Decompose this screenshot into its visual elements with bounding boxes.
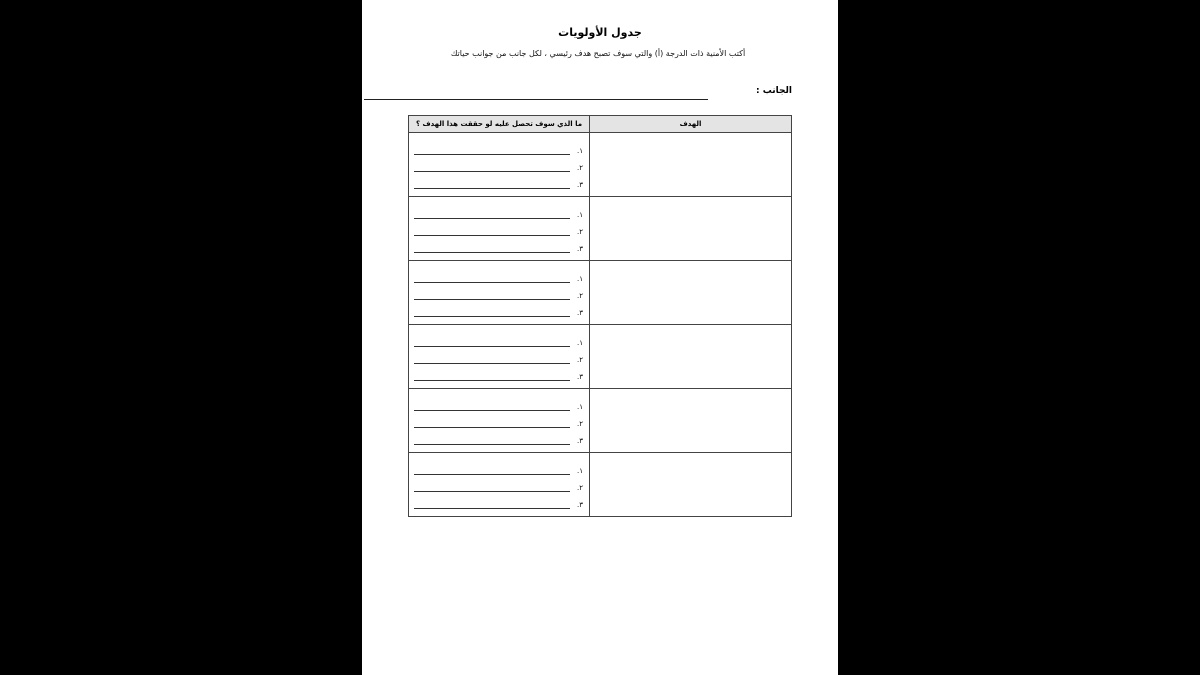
reward-line-item [409,428,589,445]
reward-line-number: ٣. [577,437,583,445]
reward-line-item [409,219,589,236]
reward-line-item [409,155,589,172]
reward-line-item [409,458,589,475]
reward-line-item [409,411,589,428]
header-reward: ما الذي سوف تحصل عليه لو حققت هذا الهدف ؟ [415,120,583,128]
reward-line-item [409,492,589,509]
aspect-field [402,86,792,100]
aspect-blank-line[interactable] [364,99,708,100]
table-row [409,325,791,389]
reward-line-number: ١. [577,403,583,411]
table-row [409,133,791,197]
reward-line-item [409,202,589,219]
reward-line-item [409,330,589,347]
reward-blank-line[interactable] [414,225,570,236]
goal-cell[interactable] [589,133,791,196]
reward-line-item [409,283,589,300]
page-instructions: أكتب الأمنية ذات الدرجة (أ) والتي سوف تصبح هدف رئيسي ، لكل جانب من جوانب حياتك [450,49,746,58]
priorities-table [408,115,792,517]
header-goal: الهدف [589,116,791,132]
goal-cell[interactable] [589,261,791,324]
reward-line-number: ٣. [577,309,583,317]
reward-blank-line[interactable] [414,306,570,317]
reward-blank-line[interactable] [414,434,570,445]
reward-line-item [409,475,589,492]
reward-line-number: ١. [577,467,583,475]
goal-cell[interactable] [589,389,791,452]
reward-line-number: ٢. [577,292,583,300]
table-row [409,389,791,453]
table-row [409,453,791,516]
reward-blank-line[interactable] [414,370,570,381]
reward-blank-line[interactable] [414,400,570,411]
reward-cell [409,197,589,260]
reward-line-number: ٣. [577,501,583,509]
table-header [409,116,791,133]
reward-cell [409,261,589,324]
reward-line-item [409,236,589,253]
reward-line-number: ٢. [577,356,583,364]
reward-line-number: ١. [577,147,583,155]
reward-blank-line[interactable] [414,208,570,219]
reward-blank-line[interactable] [414,242,570,253]
reward-blank-line[interactable] [414,178,570,189]
reward-line-number: ٢. [577,420,583,428]
reward-cell [409,133,589,196]
reward-line-item [409,394,589,411]
reward-blank-line[interactable] [414,498,570,509]
reward-line-number: ٣. [577,245,583,253]
reward-blank-line[interactable] [414,144,570,155]
reward-line-item [409,300,589,317]
reward-blank-line[interactable] [414,417,570,428]
reward-blank-line[interactable] [414,464,570,475]
table-body [409,133,791,516]
reward-blank-line[interactable] [414,272,570,283]
reward-blank-line[interactable] [414,481,570,492]
reward-blank-line[interactable] [414,289,570,300]
reward-line-item [409,172,589,189]
goal-cell[interactable] [589,453,791,516]
reward-blank-line[interactable] [414,336,570,347]
reward-line-number: ٣. [577,181,583,189]
reward-line-item [409,347,589,364]
table-row [409,197,791,261]
page-title: جدول الأولويات [558,26,642,39]
reward-line-number: ١. [577,339,583,347]
reward-line-number: ١. [577,275,583,283]
reward-blank-line[interactable] [414,353,570,364]
reward-line-number: ٢. [577,484,583,492]
reward-line-number: ٢. [577,164,583,172]
goal-cell[interactable] [589,325,791,388]
reward-cell [409,453,589,516]
reward-cell [409,325,589,388]
reward-line-item [409,364,589,381]
reward-line-number: ١. [577,211,583,219]
table-row [409,261,791,325]
aspect-label: الجانب : [756,86,792,96]
reward-blank-line[interactable] [414,161,570,172]
reward-line-number: ٢. [577,228,583,236]
goal-cell[interactable] [589,197,791,260]
reward-line-item [409,266,589,283]
reward-line-item [409,138,589,155]
document-page [362,0,838,675]
reward-line-number: ٣. [577,373,583,381]
reward-cell [409,389,589,452]
